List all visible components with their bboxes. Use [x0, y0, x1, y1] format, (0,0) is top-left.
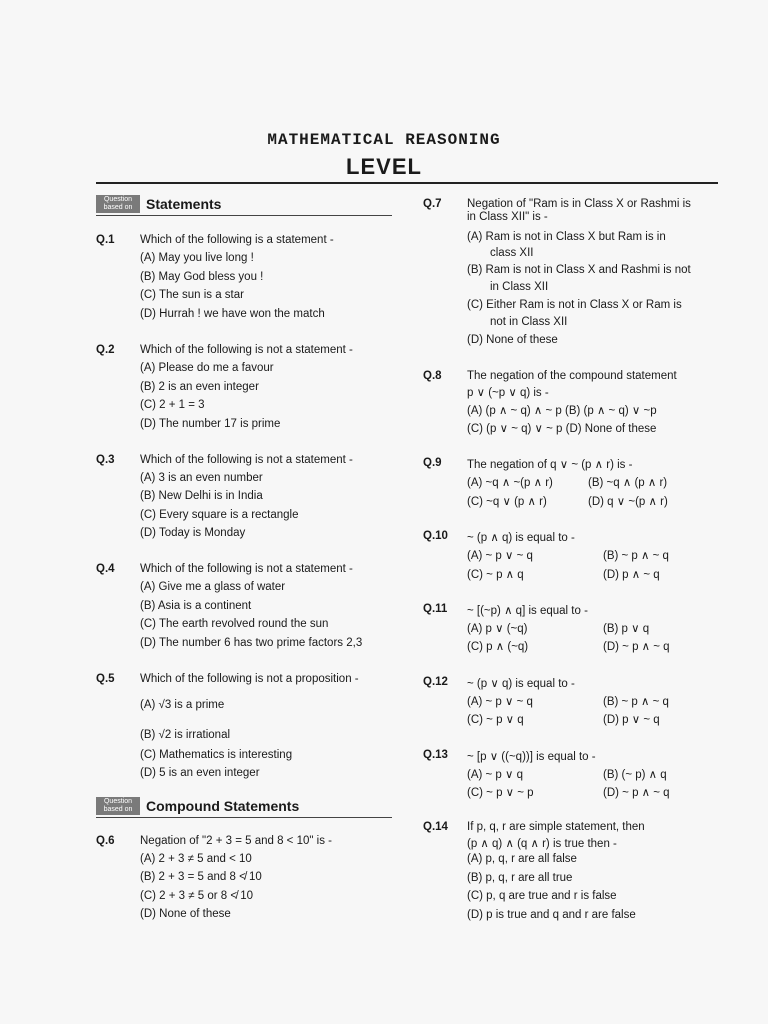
question-text: Which of the following is not a statement -	[140, 344, 353, 356]
option-c: (C) p ∧ (~q)	[467, 641, 529, 653]
option-b-cont: in Class XII	[490, 281, 549, 293]
question-text: Which of the following is not a statement -	[140, 454, 353, 466]
question-based-on-tag: Question based on	[96, 797, 140, 815]
option-d: (D) The number 17 is prime	[140, 418, 281, 430]
option-b: (B) (~ p) ∧ q	[603, 769, 667, 781]
option-c: (C) 2 + 3 ≠ 5 or 8 ≮ 10	[140, 890, 254, 902]
option-a: (A) p, q, r are all false	[467, 853, 577, 865]
section-heading: Statements	[146, 196, 222, 212]
option-a: (A) ~ p ∨ q	[467, 769, 524, 781]
option-d: (D) ~ p ∧ ~ q	[603, 787, 670, 799]
question-number: Q.6	[96, 835, 115, 847]
option-d: (D) None of these	[140, 908, 231, 920]
question-text: Which of the following is not a statement -	[140, 563, 353, 575]
option-c: (C) Mathematics is interesting	[140, 749, 293, 761]
level-heading: LEVEL	[346, 154, 422, 179]
option-b: (B) p ∨ q	[603, 623, 650, 635]
option-d: (D) p ∧ ~ q	[603, 569, 660, 581]
option-d: (D) None of these	[467, 334, 558, 346]
option-a: (A) ~ p ∨ ~ q	[467, 550, 533, 562]
option-d: (D) p ∨ ~ q	[603, 714, 660, 726]
question-number: Q.3	[96, 454, 115, 466]
option-c: (C) Every square is a rectangle	[140, 509, 299, 521]
option-a-b: (A) (p ∧ ~ q) ∧ ~ p (B) (p ∧ ~ q) ∨ ~p	[467, 405, 657, 417]
option-c: (C) ~ p ∨ q	[467, 714, 524, 726]
option-b: (B) ~q ∧ (p ∧ r)	[588, 477, 668, 489]
option-c: (C) ~ p ∨ ~ p	[467, 787, 534, 799]
option-c: (C) 2 + 1 = 3	[140, 399, 205, 411]
section-heading: Compound Statements	[146, 798, 300, 814]
option-b: (B) √2 is irrational	[140, 729, 231, 741]
option-a: (A) May you live long !	[140, 252, 254, 264]
option-c: (C) p, q are true and r is false	[467, 890, 617, 902]
option-d: (D) p is true and q and r are false	[467, 909, 636, 921]
option-b: (B) 2 is an even integer	[140, 381, 259, 393]
option-a: (A) Please do me a favour	[140, 362, 274, 374]
option-d: (D) Today is Monday	[140, 527, 246, 539]
option-a: (A) 3 is an even number	[140, 472, 263, 484]
section-divider	[96, 215, 392, 216]
option-a: (A) p ∨ (~q)	[467, 623, 528, 635]
option-a: (A) √3 is a prime	[140, 699, 225, 711]
section-divider	[96, 817, 392, 818]
question-text: Which of the following is a statement -	[140, 234, 334, 246]
option-d: (D) ~ p ∧ ~ q	[603, 641, 670, 653]
question-text: ~ [(~p) ∧ q] is equal to -	[467, 605, 588, 617]
option-a-cont: class XII	[490, 247, 534, 259]
section-statements	[96, 195, 221, 213]
question-text: (p ∧ q) ∧ (q ∧ r) is true then -	[467, 838, 617, 850]
question-text: ~ (p ∨ q) is equal to -	[467, 678, 575, 690]
question-text: p ∨ (~p ∨ q) is -	[467, 387, 549, 399]
page-title: MATHEMATICAL REASONING	[267, 131, 501, 149]
option-b: (B) ~ p ∧ ~ q	[603, 696, 669, 708]
question-number: Q.2	[96, 344, 115, 356]
option-b: (B) ~ p ∧ ~ q	[603, 550, 669, 562]
option-c: (C) The earth revolved round the sun	[140, 618, 329, 630]
option-b: (B) Asia is a continent	[140, 600, 252, 612]
question-number: Q.7	[423, 198, 442, 210]
question-text: If p, q, r are simple statement, then	[467, 821, 645, 833]
option-a: (A) ~ p ∨ ~ q	[467, 696, 533, 708]
option-a: (A) Ram is not in Class X but Ram is in	[467, 231, 666, 243]
option-b: (B) May God bless you !	[140, 271, 264, 283]
question-text: in Class XII" is -	[467, 211, 548, 223]
option-c: (C) ~ p ∧ q	[467, 569, 524, 581]
option-d: (D) q ∨ ~(p ∧ r)	[588, 496, 668, 508]
option-c-cont: not in Class XII	[490, 316, 568, 328]
header-rule	[96, 182, 718, 184]
option-d: (D) Hurrah ! we have won the match	[140, 308, 325, 320]
question-number: Q.14	[423, 821, 448, 833]
question-text: Negation of "Ram is in Class X or Rashmi is	[467, 198, 691, 210]
question-number: Q.13	[423, 749, 448, 761]
option-a: (A) Give me a glass of water	[140, 581, 286, 593]
option-d: (D) The number 6 has two prime factors 2,3	[140, 637, 363, 649]
option-c: (C) The sun is a star	[140, 289, 244, 301]
section-compound-statements	[96, 797, 299, 815]
option-b: (B) New Delhi is in India	[140, 490, 263, 502]
question-number: Q.1	[96, 234, 115, 246]
option-c: (C) Either Ram is not in Class X or Ram is	[467, 299, 682, 311]
question-text: The negation of the compound statement	[467, 370, 677, 382]
question-based-on-tag: Question based on	[96, 195, 140, 213]
question-text: Negation of "2 + 3 = 5 and 8 < 10" is -	[140, 835, 332, 847]
option-d: (D) 5 is an even integer	[140, 767, 260, 779]
question-number: Q.8	[423, 370, 442, 382]
option-b: (B) p, q, r are all true	[467, 872, 573, 884]
question-number: Q.4	[96, 563, 115, 575]
question-number: Q.12	[423, 676, 448, 688]
question-number: Q.9	[423, 457, 442, 469]
option-b: (B) Ram is not in Class X and Rashmi is not	[467, 264, 691, 276]
question-text: Which of the following is not a proposition -	[140, 673, 359, 685]
option-b: (B) 2 + 3 = 5 and 8 ≮ 10	[140, 871, 262, 883]
question-text: ~ [p ∨ ((~q))] is equal to -	[467, 751, 596, 763]
option-c: (C) ~q ∨ (p ∧ r)	[467, 496, 547, 508]
question-number: Q.10	[423, 530, 448, 542]
question-text: ~ (p ∧ q) is equal to -	[467, 532, 575, 544]
option-c-d: (C) (p ∨ ~ q) ∨ ~ p (D) None of these	[467, 423, 657, 435]
question-number: Q.11	[423, 603, 448, 615]
option-a: (A) 2 + 3 ≠ 5 and < 10	[140, 853, 252, 865]
question-text: The negation of q ∨ ~ (p ∧ r) is -	[467, 459, 633, 471]
question-number: Q.5	[96, 673, 115, 685]
option-a: (A) ~q ∧ ~(p ∧ r)	[467, 477, 553, 489]
